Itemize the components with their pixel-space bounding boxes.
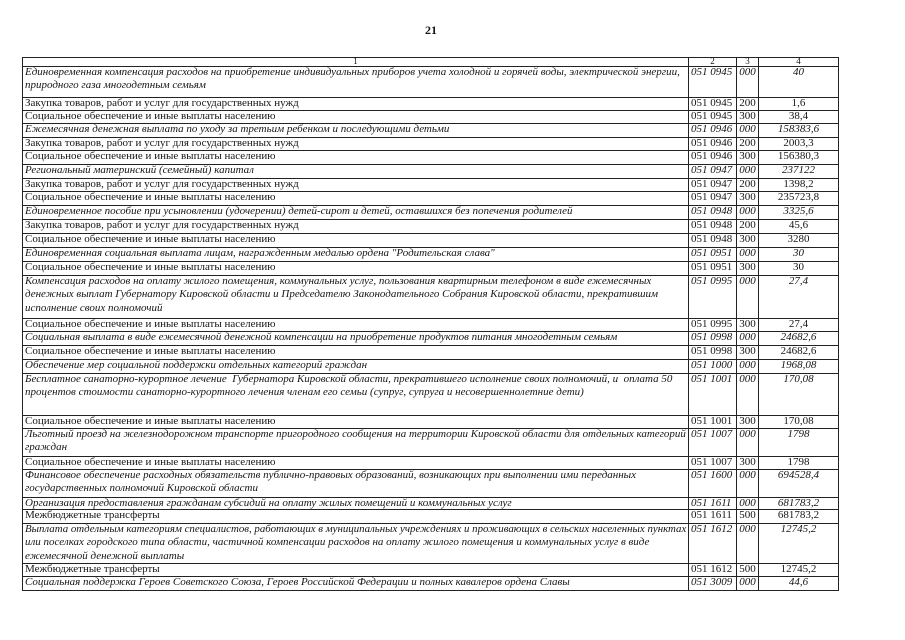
target-article-cell <box>689 151 737 164</box>
expense-type-code: 500 <box>739 562 756 575</box>
item-name-line: Межбюджетные трансферты <box>25 562 160 575</box>
item-name-cell <box>23 179 689 191</box>
target-article-code: 051 0998 <box>691 330 733 343</box>
amount-value: 30 <box>793 260 804 273</box>
target-article-cell <box>689 262 737 275</box>
expense-type-code: 300 <box>739 317 756 330</box>
amount-cell <box>759 206 839 219</box>
expense-type-cell <box>737 192 759 205</box>
item-name-cell <box>23 165 689 178</box>
expense-type-cell <box>737 374 759 415</box>
item-name-line: или поселках городского типа области, частичной компенсации расходов на оплату жилого помещения и коммунальных услуг в виде <box>25 536 650 548</box>
item-name-line: Закупка товаров, работ и услуг для государственных нужд <box>25 136 299 149</box>
item-name-line: Выплата отдельным категориям специалистов, работающих в муниципальных учреждениях и проживающих в сельских населенных пунктах <box>25 522 687 535</box>
amount-value: 681783,2 <box>777 508 820 521</box>
amount-cell <box>759 524 839 563</box>
item-name-cell <box>23 276 689 318</box>
target-article-code: 051 0945 <box>691 96 733 109</box>
target-article-cell <box>689 510 737 523</box>
target-article-cell <box>689 206 737 219</box>
item-name-line: Компенсация расходов на оплату жилого помещения, коммунальных услуг, пользования квартирным телефоном в виде ежемесячных <box>25 274 652 287</box>
expense-type-cell <box>737 360 759 373</box>
amount-cell <box>759 360 839 373</box>
amount-cell <box>759 138 839 150</box>
header-col-1-label: 1 <box>353 56 358 66</box>
amount-value: 158383,6 <box>777 122 820 135</box>
table-body <box>23 67 839 591</box>
expense-type-cell <box>737 276 759 318</box>
target-article-code: 051 0951 <box>691 260 733 273</box>
item-name-cell <box>23 564 689 576</box>
target-article-cell <box>689 124 737 137</box>
item-name-line: денежных выплат Губернатору Кировской области и Председателю Законодательного Собрания Кировской области, прекратившим <box>25 288 659 300</box>
item-name-line: Бесплатное санаторно-курортное лечение Губернатора Кировской области, прекратившего исполнение своих полномочий, и оплата 50 <box>25 372 673 385</box>
amount-cell <box>759 179 839 191</box>
amount-cell <box>759 67 839 97</box>
amount-value: 27,4 <box>788 274 809 287</box>
target-article-cell <box>689 67 737 97</box>
item-name-cell <box>23 248 689 261</box>
item-name-cell <box>23 429 689 456</box>
target-article-code: 051 0995 <box>691 317 733 330</box>
amount-value: 3325,6 <box>783 204 814 217</box>
amount-value: 237122 <box>782 163 815 176</box>
target-article-cell <box>689 220 737 233</box>
item-name-line: Обеспечение мер социальной поддержки отдельных категорий граждан <box>25 358 368 371</box>
amount-value: 1398,2 <box>783 177 814 190</box>
item-name-line: Социальное обеспечение и иные выплаты населению <box>25 344 276 357</box>
expense-type-cell <box>737 416 759 428</box>
expense-type-code: 300 <box>739 232 756 245</box>
amount-cell <box>759 111 839 123</box>
table-row <box>23 67 839 98</box>
amount-value: 694528,4 <box>777 468 820 481</box>
expense-type-cell <box>737 151 759 164</box>
item-name-line: граждан <box>25 441 68 453</box>
target-article-code: 051 0946 <box>691 149 733 162</box>
expense-type-cell <box>737 234 759 247</box>
amount-cell <box>759 276 839 318</box>
item-name-cell <box>23 138 689 150</box>
expense-type-code: 000 <box>739 522 756 535</box>
amount-cell <box>759 498 839 509</box>
amount-value: 12745,2 <box>780 522 817 535</box>
amount-value: 170,08 <box>783 372 814 385</box>
item-name-line: Социальное обеспечение и иные выплаты населению <box>25 149 276 162</box>
target-article-cell <box>689 111 737 123</box>
target-article-code: 051 0946 <box>691 122 733 135</box>
item-name-line: Межбюджетные трансферты <box>25 508 160 521</box>
amount-value: 156380,3 <box>777 149 820 162</box>
expense-type-cell <box>737 498 759 509</box>
item-name-cell <box>23 319 689 331</box>
item-name-line: Социальная выплата в виде ежемесячной денежной компенсации на приобретение продуктов питания многодетным семьям <box>25 330 618 343</box>
target-article-code: 051 1612 <box>691 562 733 575</box>
expense-type-code: 000 <box>739 65 756 78</box>
expense-type-code: 000 <box>739 496 756 509</box>
header-col-4-label: 4 <box>796 56 801 66</box>
item-name-line: ежемесячной денежной выплаты <box>25 549 185 562</box>
page-number: 21 <box>425 23 437 37</box>
item-name-cell <box>23 206 689 219</box>
amount-value: 24682,6 <box>780 344 817 357</box>
amount-value: 235723,8 <box>777 190 820 203</box>
expense-type-cell <box>737 262 759 275</box>
expense-type-code: 500 <box>739 508 756 521</box>
amount-value: 170,08 <box>783 414 814 427</box>
expense-type-cell <box>737 332 759 345</box>
target-article-code: 051 0945 <box>691 65 733 78</box>
amount-value: 38,4 <box>788 109 809 122</box>
target-article-code: 051 1000 <box>691 358 733 371</box>
header-col-3-label: 3 <box>745 56 750 66</box>
item-name-cell <box>23 262 689 275</box>
target-article-code: 051 3009 <box>691 575 733 588</box>
item-name-line: Закупка товаров, работ и услуг для государственных нужд <box>25 177 299 190</box>
item-name-line: Единовременная социальная выплата лицам, награжденным медалью ордена "Родительская слава" <box>25 246 495 259</box>
amount-cell <box>759 248 839 261</box>
target-article-cell <box>689 524 737 563</box>
target-article-cell <box>689 248 737 261</box>
item-name-line: Закупка товаров, работ и услуг для государственных нужд <box>25 96 299 109</box>
item-name-cell <box>23 360 689 373</box>
expense-type-cell <box>737 67 759 97</box>
item-name-line: государственных полномочий Кировской области <box>25 482 258 494</box>
item-name-line: Социальное обеспечение и иные выплаты населению <box>25 414 276 427</box>
expense-type-code: 000 <box>739 575 756 588</box>
item-name-line: Льготный проезд на железнодорожном транспорте пригородного сообщения на территории Кировской области для отдельных категорий <box>25 427 686 440</box>
target-article-code: 051 1612 <box>691 522 733 535</box>
expense-type-code: 000 <box>739 427 756 440</box>
amount-cell <box>759 165 839 178</box>
item-name-cell <box>23 510 689 523</box>
amount-cell <box>759 124 839 137</box>
expense-type-code: 200 <box>739 136 756 149</box>
table-row <box>23 524 839 564</box>
expense-type-cell <box>737 179 759 191</box>
item-name-cell <box>23 498 689 509</box>
item-name-cell <box>23 220 689 233</box>
target-article-cell <box>689 276 737 318</box>
header-col-2-label: 2 <box>710 56 715 66</box>
target-article-cell <box>689 192 737 205</box>
expense-type-cell <box>737 111 759 123</box>
amount-cell <box>759 429 839 456</box>
item-name-line: Организация предоставления гражданам субсидий на оплату жилых помещений и коммунальных услуг <box>25 496 512 509</box>
amount-value: 24682,6 <box>780 330 817 343</box>
item-name-line: исполнение своих полномочий <box>25 301 163 314</box>
expense-type-code: 300 <box>739 109 756 122</box>
target-article-cell <box>689 165 737 178</box>
amount-cell <box>759 319 839 331</box>
expense-type-cell <box>737 165 759 178</box>
amount-cell <box>759 510 839 523</box>
target-article-cell <box>689 319 737 331</box>
amount-cell <box>759 416 839 428</box>
target-article-code: 051 0947 <box>691 177 733 190</box>
amount-value: 2003,3 <box>783 136 814 149</box>
expense-type-cell <box>737 319 759 331</box>
amount-value: 30 <box>793 246 804 259</box>
item-name-line: Социальное обеспечение и иные выплаты населению <box>25 317 276 330</box>
item-name-cell <box>23 457 689 469</box>
item-name-cell <box>23 332 689 345</box>
amount-cell <box>759 192 839 205</box>
expense-type-cell <box>737 98 759 110</box>
target-article-code: 051 1007 <box>691 455 733 468</box>
target-article-cell <box>689 138 737 150</box>
item-name-line: Единовременная компенсация расходов на приобретение индивидуальных приборов учета холодной и горячей воды, электрической энергии, <box>25 65 680 78</box>
amount-cell <box>759 234 839 247</box>
expense-type-cell <box>737 346 759 359</box>
expense-type-code: 300 <box>739 455 756 468</box>
item-name-line: Социальное обеспечение и иные выплаты населению <box>25 109 276 122</box>
expense-type-code: 300 <box>739 149 756 162</box>
target-article-code: 051 0945 <box>691 109 733 122</box>
expense-type-code: 200 <box>739 218 756 231</box>
amount-value: 27,4 <box>788 317 809 330</box>
item-name-cell <box>23 577 689 590</box>
amount-value: 40 <box>793 65 804 78</box>
amount-cell <box>759 577 839 590</box>
target-article-code: 051 0995 <box>691 274 733 287</box>
expense-type-cell <box>737 220 759 233</box>
expense-type-code: 300 <box>739 414 756 427</box>
item-name-line: Региональный материнский (семейный) капитал <box>25 163 254 176</box>
item-name-line: Социальная поддержка Героев Советского Союза, Героев Российской Федерации и полных кавалеров ордена Славы <box>25 575 570 588</box>
target-article-cell <box>689 346 737 359</box>
expense-type-cell <box>737 248 759 261</box>
expense-type-code: 000 <box>739 204 756 217</box>
expense-type-code: 300 <box>739 344 756 357</box>
amount-cell <box>759 374 839 415</box>
expense-type-cell <box>737 138 759 150</box>
target-article-code: 051 0948 <box>691 204 733 217</box>
target-article-code: 051 0951 <box>691 246 733 259</box>
item-name-cell <box>23 346 689 359</box>
amount-value: 1968,08 <box>780 358 817 371</box>
target-article-code: 051 1611 <box>691 508 732 521</box>
item-name-line: Ежемесячная денежная выплата по уходу за третьим ребенком и последующими детьми <box>25 122 450 135</box>
table-row <box>23 429 839 457</box>
item-name-cell <box>23 470 689 497</box>
amount-cell <box>759 564 839 576</box>
expense-type-code: 200 <box>739 96 756 109</box>
expense-type-code: 000 <box>739 330 756 343</box>
amount-cell <box>759 151 839 164</box>
target-article-cell <box>689 332 737 345</box>
item-name-line: Социальное обеспечение и иные выплаты населению <box>25 455 276 468</box>
item-name-cell <box>23 151 689 164</box>
target-article-code: 051 0948 <box>691 232 733 245</box>
item-name-cell <box>23 124 689 137</box>
item-name-cell <box>23 67 689 97</box>
expense-type-code: 300 <box>739 260 756 273</box>
amount-value: 1798 <box>787 427 810 440</box>
expense-type-cell <box>737 524 759 563</box>
target-article-cell <box>689 234 737 247</box>
amount-cell <box>759 262 839 275</box>
amount-value: 681783,2 <box>777 496 820 509</box>
amount-value: 45,6 <box>788 218 809 231</box>
item-name-cell <box>23 524 689 563</box>
target-article-code: 051 0948 <box>691 218 733 231</box>
expense-type-code: 000 <box>739 468 756 481</box>
target-article-cell <box>689 416 737 428</box>
expense-type-cell <box>737 124 759 137</box>
target-article-code: 051 0946 <box>691 136 733 149</box>
expense-type-code: 200 <box>739 177 756 190</box>
amount-value: 3280 <box>787 232 810 245</box>
item-name-cell <box>23 111 689 123</box>
target-article-cell <box>689 429 737 456</box>
expense-type-code: 000 <box>739 163 756 176</box>
target-article-code: 051 1611 <box>691 496 732 509</box>
amount-value: 44,6 <box>788 575 809 588</box>
target-article-cell <box>689 564 737 576</box>
expense-type-code: 000 <box>739 372 756 385</box>
expense-type-code: 000 <box>739 246 756 259</box>
target-article-cell <box>689 98 737 110</box>
budget-table <box>22 57 839 591</box>
target-article-cell <box>689 577 737 590</box>
amount-cell <box>759 220 839 233</box>
item-name-line: Социальное обеспечение и иные выплаты населению <box>25 232 276 245</box>
expense-type-cell <box>737 206 759 219</box>
item-name-cell <box>23 374 689 415</box>
expense-type-cell <box>737 429 759 456</box>
target-article-cell <box>689 457 737 469</box>
amount-cell <box>759 457 839 469</box>
item-name-line: Единовременное пособие при усыновлении (удочерении) детей-сирот и детей, оставшихся без попечения родителей <box>25 204 573 217</box>
item-name-cell <box>23 98 689 110</box>
expense-type-code: 000 <box>739 274 756 287</box>
target-article-code: 051 1007 <box>691 427 733 440</box>
item-name-line: Финансовое обеспечение расходных обязательств публично-правовых образований, возникающих при выполнении ими переданных <box>25 468 637 481</box>
table-row <box>23 470 839 498</box>
target-article-cell <box>689 498 737 509</box>
target-article-cell <box>689 374 737 415</box>
target-article-code: 051 0998 <box>691 344 733 357</box>
expense-type-code: 000 <box>739 122 756 135</box>
expense-type-cell <box>737 457 759 469</box>
item-name-line: Социальное обеспечение и иные выплаты населению <box>25 190 276 203</box>
item-name-line: процентов стоимости санаторно-курортного лечения членам его семьи (супруг, супруга и несовершеннолетние дети) <box>25 386 584 398</box>
target-article-cell <box>689 360 737 373</box>
amount-cell <box>759 332 839 345</box>
target-article-cell <box>689 470 737 497</box>
target-article-code: 051 1001 <box>691 414 733 427</box>
table-row <box>23 276 839 319</box>
table-row <box>23 374 839 416</box>
amount-cell <box>759 346 839 359</box>
target-article-code: 051 1001 <box>691 372 733 385</box>
amount-cell <box>759 470 839 497</box>
item-name-line: Закупка товаров, работ и услуг для государственных нужд <box>25 218 299 231</box>
amount-cell <box>759 98 839 110</box>
amount-value: 12745,2 <box>780 562 817 575</box>
item-name-cell <box>23 192 689 205</box>
item-name-cell <box>23 416 689 428</box>
expense-type-cell <box>737 577 759 590</box>
amount-value: 1,6 <box>791 96 806 109</box>
expense-type-cell <box>737 510 759 523</box>
target-article-code: 051 0947 <box>691 190 733 203</box>
expense-type-cell <box>737 470 759 497</box>
expense-type-code: 300 <box>739 190 756 203</box>
table-row <box>23 577 839 591</box>
target-article-cell <box>689 179 737 191</box>
item-name-cell <box>23 234 689 247</box>
amount-value: 1798 <box>787 455 810 468</box>
target-article-code: 051 1600 <box>691 468 733 481</box>
expense-type-cell <box>737 564 759 576</box>
target-article-code: 051 0947 <box>691 163 733 176</box>
item-name-line: Социальное обеспечение и иные выплаты населению <box>25 260 276 273</box>
item-name-line: природного газа многодетным семьям <box>25 79 206 91</box>
expense-type-code: 000 <box>739 358 756 371</box>
